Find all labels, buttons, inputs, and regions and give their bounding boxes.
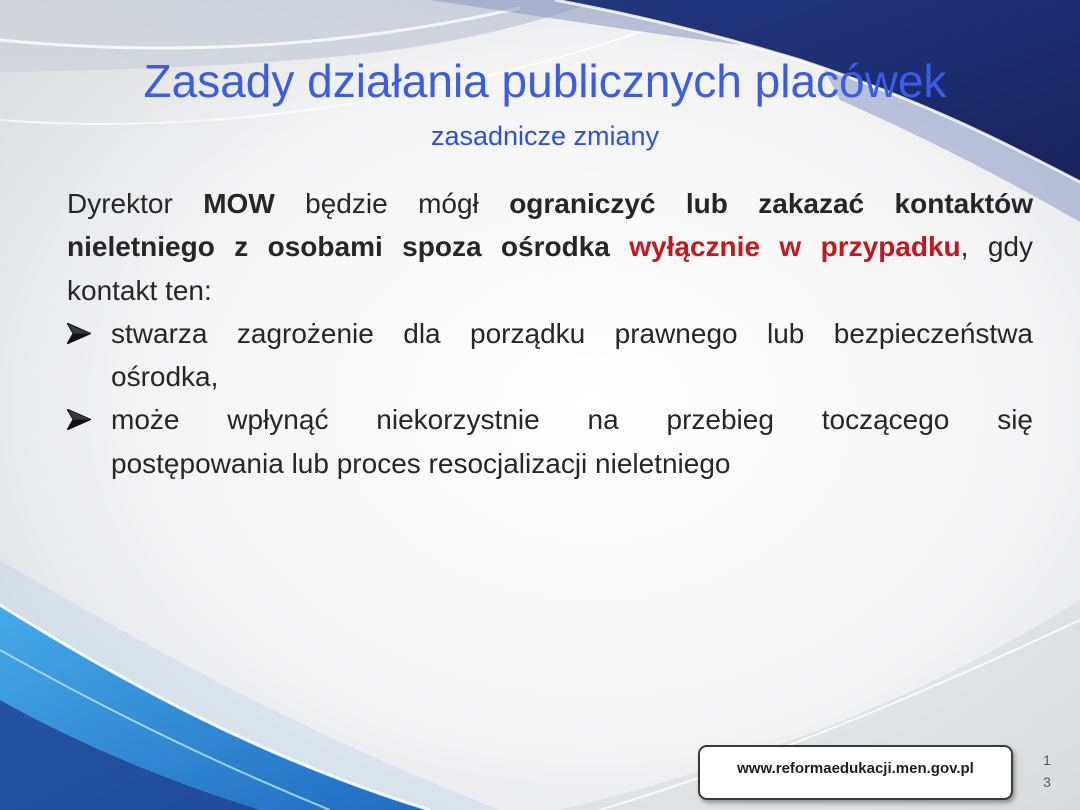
intro-line (67, 225, 1033, 268)
bullet-item (67, 398, 1033, 485)
slide-title: Zasady działania publicznych placówek (143, 55, 947, 107)
intro-text-segment: , gdy (960, 231, 1033, 263)
intro-line (67, 269, 1033, 312)
bullet-line: stwarza zagrożenie dla porządku prawnego lub bezpieczeństwa (111, 317, 1033, 349)
website-url-box (698, 745, 1013, 800)
highlight-text-segment: wyłącznie w przypadku (629, 231, 961, 263)
intro-text-segment: będzie mógł (274, 188, 510, 219)
page-number: 13 (1043, 752, 1051, 790)
arrow-bullet-icon (67, 409, 91, 430)
bullet-line: może wpłynąć niekorzystnie na przebieg toczącego się (111, 404, 1033, 436)
bold-text-segment: ograniczyć lub zakazać kontaktów (509, 188, 1033, 219)
intro-text-segment: kontakt ten: (67, 274, 212, 306)
arrow-bullet-icon (67, 323, 91, 344)
bullet-item (67, 312, 1033, 399)
bullet-line: postępowania lub proces resocjalizacji nieletniego (111, 447, 731, 479)
intro-text-segment: Dyrektor (67, 188, 204, 219)
website-url: www.reformaedukacji.men.gov.pl (737, 760, 974, 777)
intro-line (67, 182, 1033, 225)
slide-body (67, 182, 1033, 485)
slide-subtitle: zasadnicze zmiany (430, 121, 660, 151)
bold-text-segment: nieletniego z osobami spoza ośrodka (67, 231, 630, 263)
bold-text-segment: MOW (203, 188, 275, 219)
bullet-line: ośrodka, (111, 361, 219, 393)
